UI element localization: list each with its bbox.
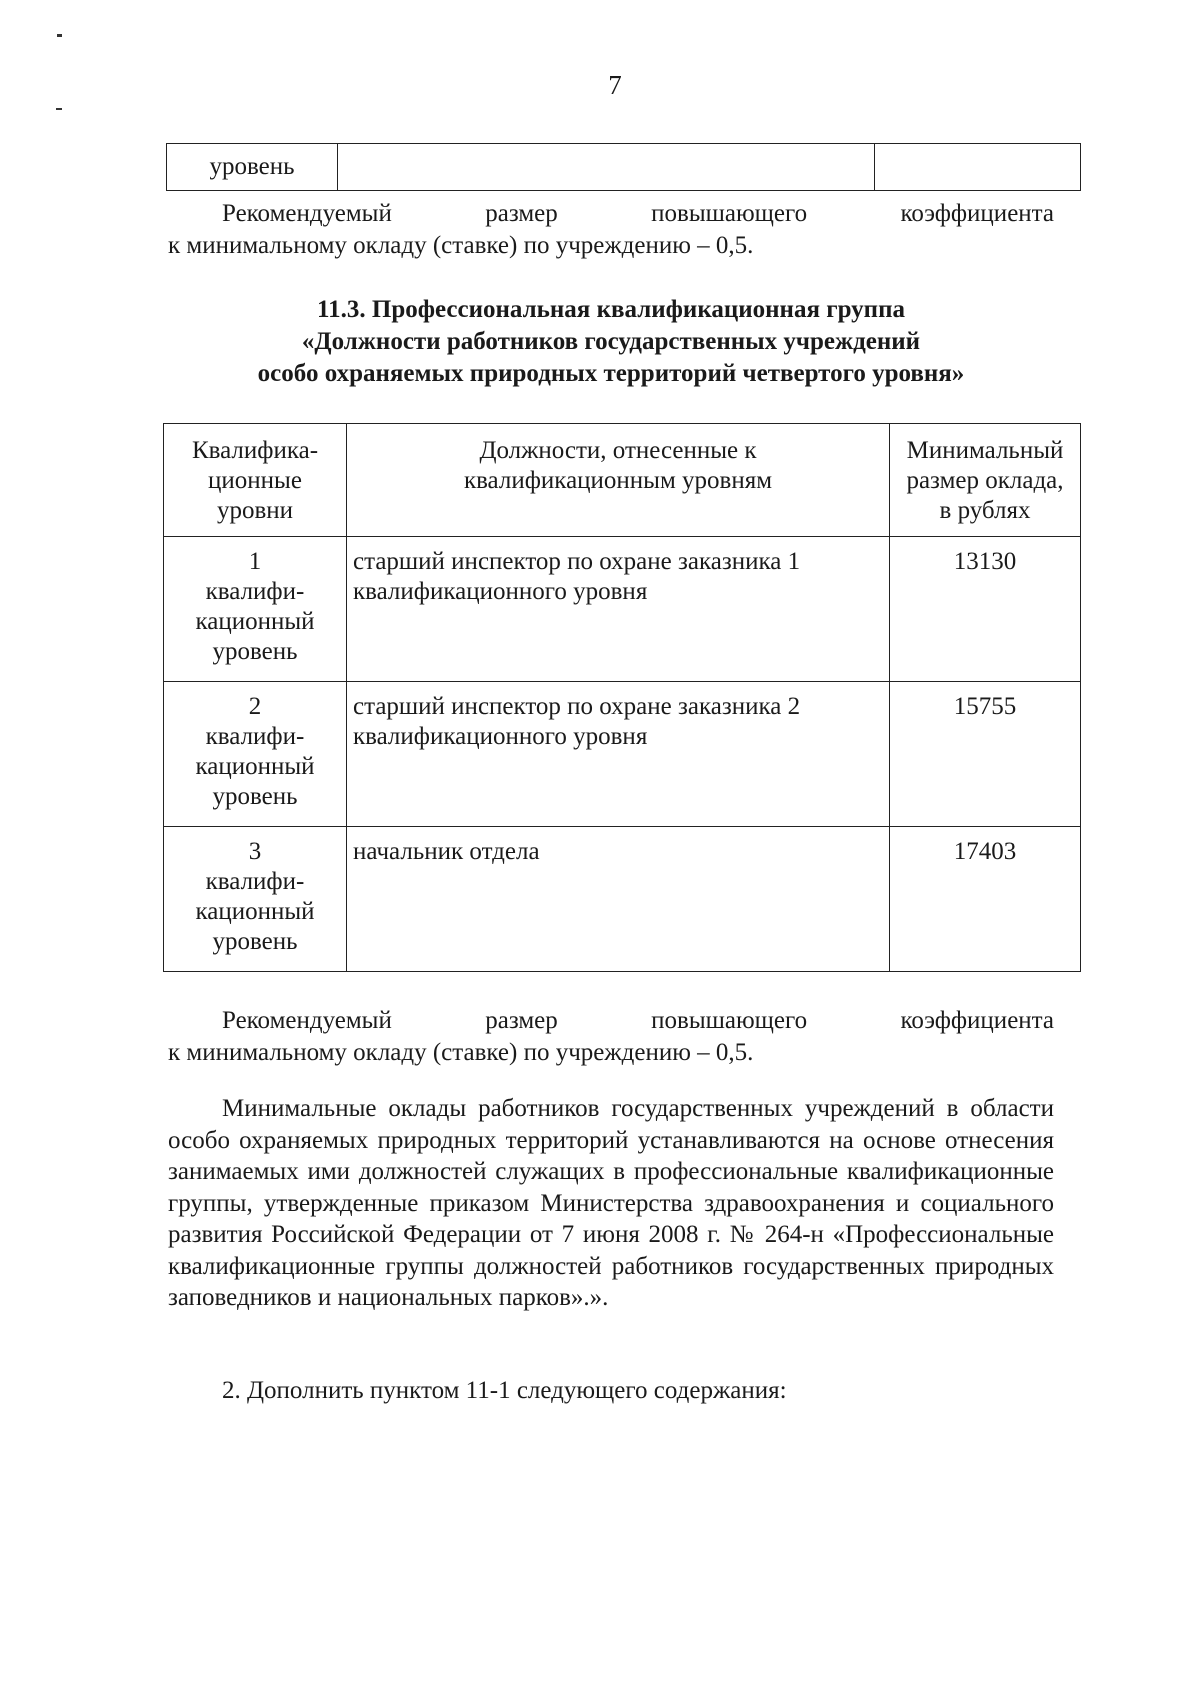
table-row bbox=[164, 682, 1081, 827]
coefficient-note bbox=[168, 1005, 1054, 1068]
section-heading-line: особо охраняемых природных территорий четвертого уровня» bbox=[257, 360, 965, 387]
qualification-table bbox=[163, 423, 1081, 972]
salary-cell bbox=[875, 144, 1081, 191]
coefficient-note bbox=[168, 198, 1054, 261]
scan-artifact bbox=[57, 34, 62, 37]
page-number: 7 bbox=[608, 70, 622, 100]
salary-cell: 13130 bbox=[890, 537, 1081, 682]
header-salary: Минимальный размер оклада, в рублях bbox=[890, 424, 1081, 537]
salary-cell: 17403 bbox=[890, 827, 1081, 972]
position-cell: начальник отдела bbox=[347, 827, 890, 972]
level-cell: 2 квалифи- кационный уровень bbox=[164, 682, 347, 827]
section-heading-line: 11.3. Профессиональная квалификационная группа bbox=[317, 296, 905, 323]
section-heading bbox=[168, 294, 1054, 390]
header-level: Квалифика- ционные уровни bbox=[164, 424, 347, 537]
table-row bbox=[167, 144, 1081, 191]
level-cell: уровень bbox=[167, 144, 338, 191]
position-cell: старший инспектор по охране заказника 1 квалификационного уровня bbox=[347, 537, 890, 682]
salary-cell: 15755 bbox=[890, 682, 1081, 827]
level-cell: 1 квалифи- кационный уровень bbox=[164, 537, 347, 682]
position-cell: старший инспектор по охране заказника 2 квалификационного уровня bbox=[347, 682, 890, 827]
table-row bbox=[164, 827, 1081, 972]
table-header-row bbox=[164, 424, 1081, 537]
coefficient-note-line: Рекомендуемый размер повышающего коэффициента bbox=[222, 1007, 1054, 1034]
table-row bbox=[164, 537, 1081, 682]
continued-table bbox=[166, 143, 1081, 191]
coefficient-note-line: к минимальному окладу (ставке) по учреждению – 0,5. bbox=[168, 231, 754, 259]
coefficient-note-line: Рекомендуемый размер повышающего коэффициента bbox=[222, 200, 1054, 227]
header-position: Должности, отнесенные к квалификационным уровням bbox=[347, 424, 890, 537]
scan-artifact bbox=[56, 108, 62, 110]
level-cell: 3 квалифи- кационный уровень bbox=[164, 827, 347, 972]
final-item: 2. Дополнить пунктом 11-1 следующего содержания: bbox=[222, 1377, 787, 1404]
main-paragraph: Минимальные оклады работников государственных учреждений в области особо охраняемых природных территорий устанавливаются на основе отнесения занимаемых ими должностей служащих в профессиональные квалификационные группы, утвержденные приказом Министерства здравоохранения и социального развития Российской Федерации от 7 июня 2008 г. № 264-н «Профессиональные квалификационные группы должностей работников государственных природных заповедников и национальных парков».». bbox=[168, 1095, 1054, 1311]
coefficient-note-line: к минимальному окладу (ставке) по учреждению – 0,5. bbox=[168, 1038, 754, 1066]
position-cell bbox=[338, 144, 875, 191]
section-heading-line: «Должности работников государственных учреждений bbox=[301, 328, 921, 355]
